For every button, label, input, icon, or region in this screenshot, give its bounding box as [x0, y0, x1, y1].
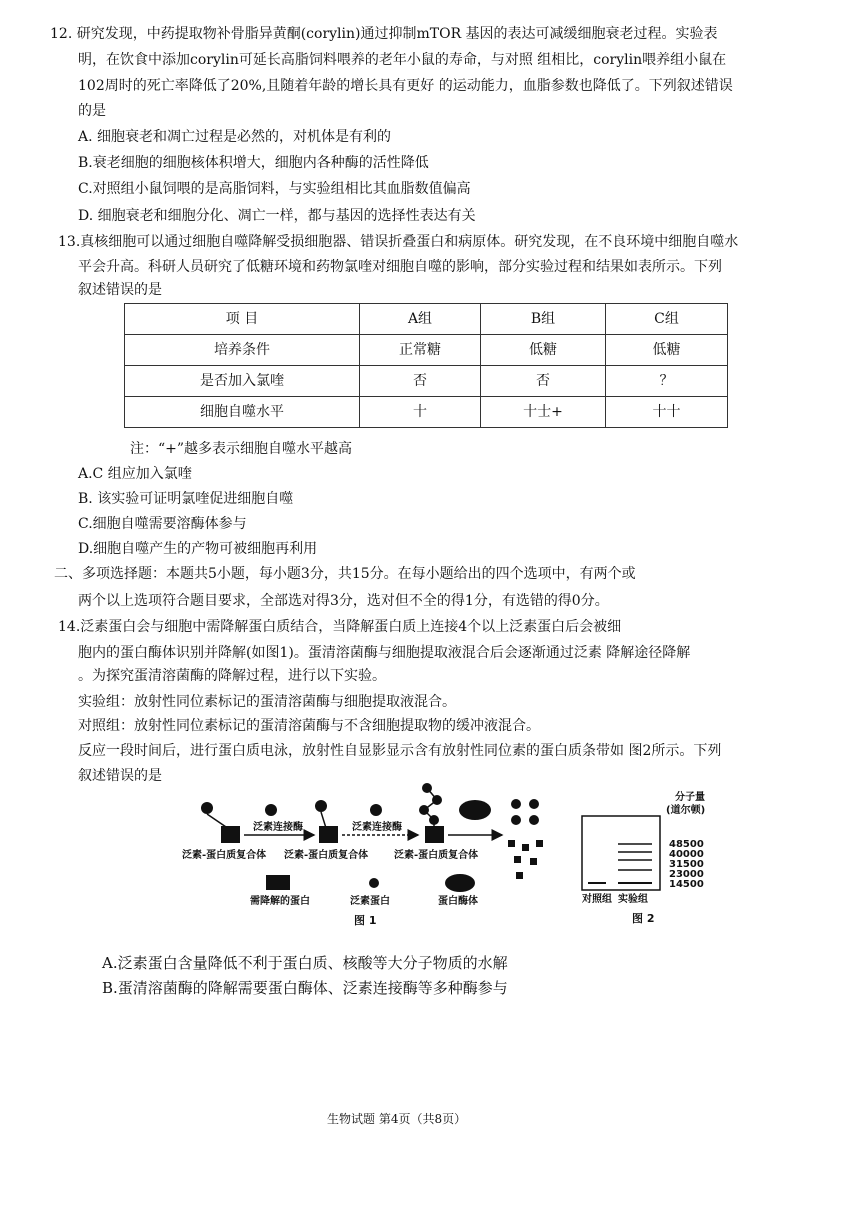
complex-label-2: 泛素-蛋白质复合体 — [284, 850, 369, 861]
q13-option-c: C.细胞自噬需要溶酶体参与 — [78, 516, 247, 532]
table-cell: 细胞自噬水平 — [125, 397, 360, 428]
ubiquitin-icon — [370, 804, 382, 816]
q12-stem-line-4: 的是 — [78, 103, 106, 119]
figure-2 — [581, 790, 705, 925]
figures-svg — [166, 776, 722, 932]
lane-label-control: 对照组 — [582, 894, 612, 905]
legend-ubiquitin-label: 泛素蛋白 — [350, 896, 390, 907]
peptide-fragment — [514, 856, 521, 863]
q13-stem-line-3: 叙述错误的是 — [78, 282, 162, 298]
legend-ubiquitin-icon — [369, 878, 379, 888]
proteasome-icon — [459, 800, 491, 820]
q12-option-c: C.对照组小鼠饲喂的是高脂饲料，与实验组相比其血脂数值偏高 — [78, 181, 471, 197]
ubiquitin-icon — [315, 800, 327, 812]
figure-1-caption: 图 1 — [354, 914, 377, 927]
table-cell: 十十 — [606, 397, 728, 428]
table-cell: 低糖 — [481, 335, 606, 366]
lane-label-experiment: 实验组 — [618, 894, 648, 905]
peptide-fragment — [530, 858, 537, 865]
q12-option-a: A. 细胞衰老和凋亡过程是必然的，对机体是有利的 — [78, 129, 392, 145]
peptide-fragment — [508, 840, 515, 847]
q14-control-group: 对照组：放射性同位素标记的蛋清溶菌酶与不含细胞提取物的缓冲液混合。 — [78, 718, 540, 734]
legend-proteasome-label: 蛋白酶体 — [438, 896, 478, 907]
figure-1 — [182, 783, 543, 927]
table-cell: A组 — [360, 304, 481, 335]
page-footer: 生物试题 第4页（共8页） — [327, 1112, 467, 1126]
legend-target-label: 需降解的蛋白 — [250, 896, 310, 907]
table-cell: 培养条件 — [125, 335, 360, 366]
q13-table-note: 注：“+”越多表示细胞自噬水平越高 — [130, 441, 353, 457]
mw-marker: 40000 — [669, 849, 704, 860]
figure-2-caption: 图 2 — [632, 912, 655, 925]
table-cell: 否 — [481, 366, 606, 397]
table-cell: 正常糖 — [360, 335, 481, 366]
peptide-fragment — [536, 840, 543, 847]
ubiquitin-icon — [529, 815, 539, 825]
q14-stem-line-1: 14.泛素蛋白会与细胞中需降解蛋白质结合，当降解蛋白质上连接4个以上泛素蛋白后会被细 — [58, 619, 622, 635]
target-protein-icon — [425, 826, 444, 843]
ubiquitin-icon — [511, 815, 521, 825]
section-2-heading: 二、多项选择题：本题共5小题，每小题3分，共15分。在每小题给出的四个选项中，有两个或 — [54, 566, 636, 582]
table-row — [125, 335, 728, 366]
experiment-table — [124, 303, 728, 428]
target-protein-icon — [319, 826, 338, 843]
q14-stem-line-7: 叙述错误的是 — [78, 768, 162, 784]
legend-proteasome-icon — [445, 874, 475, 892]
table-cell: C组 — [606, 304, 728, 335]
q13-stem-line-1: 13.真核细胞可以通过细胞自噬降解受损细胞器、错误折叠蛋白和病原体。研究发现，在不良环境中细胞自噬水 — [58, 234, 739, 250]
mw-unit: (道尔顿) — [666, 805, 706, 816]
mw-marker: 31500 — [669, 859, 704, 870]
table-row — [125, 366, 728, 397]
mw-marker: 14500 — [669, 879, 704, 890]
target-protein-icon — [221, 826, 240, 843]
ligase-label-1: 泛素连接酶 — [253, 822, 303, 833]
table-cell: 项 目 — [125, 304, 360, 335]
q12-stem-line-3: 102周时的死亡率降低了20%,且随着年龄的增长具有更好 的运动能力，血脂参数也降低了。下列叙述错误 — [78, 78, 733, 94]
ubiquitin-icon — [529, 799, 539, 809]
ubiquitin-icon — [201, 802, 213, 814]
table-cell: 否 — [360, 366, 481, 397]
q14-stem-line-3: 。为探究蛋清溶菌酶的降解过程，进行以下实验。 — [78, 668, 386, 684]
q13-option-d: D.细胞自噬产生的产物可被细胞再利用 — [78, 541, 318, 557]
q13-option-a: A.C 组应加入氯喹 — [78, 466, 192, 482]
table-row — [125, 304, 728, 335]
q12-stem-line-1: 12. 研究发现，中药提取物补骨脂异黄酮(corylin)通过抑制mTOR 基因的表达可减缓细胞衰老过程。实验表 — [50, 26, 718, 42]
gel-frame — [582, 816, 660, 890]
q14-stem-line-2: 胞内的蛋白酶体识别并降解(如图1)。蛋清溶菌酶与细胞提取液混合后会逐渐通过泛素 降解途径降解 — [78, 645, 691, 661]
section-2-instructions: 两个以上选项符合题目要求，全部选对得3分，选对但不全的得1分，有选错的得0分。 — [78, 593, 609, 609]
q13-option-b: B. 该实验可证明氯喹促进细胞自噬 — [78, 491, 294, 507]
ubiquitin-icon — [265, 804, 277, 816]
table-cell: 低糖 — [606, 335, 728, 366]
peptide-fragment — [522, 844, 529, 851]
q12-option-d: D. 细胞衰老和细胞分化、凋亡一样，都与基因的选择性表达有关 — [78, 208, 476, 224]
q14-experiment-group: 实验组：放射性同位素标记的蛋清溶菌酶与细胞提取液混合。 — [78, 694, 456, 710]
q12-option-b: B.衰老细胞的细胞核体积增大，细胞内各种酶的活性降低 — [78, 155, 429, 171]
mw-marker: 23000 — [669, 869, 704, 880]
q12-stem-line-2: 明，在饮食中添加corylin可延长高脂饲料喂养的老年小鼠的寿命，与对照 组相比，corylin喂养组小鼠在 — [78, 52, 727, 68]
q13-stem-line-2: 平会升高。科研人员研究了低糖环境和药物氯喹对细胞自噬的影响，部分实验过程和结果如表所示。下列 — [78, 259, 722, 275]
table-cell: B组 — [481, 304, 606, 335]
ligase-label-2: 泛素连接酶 — [352, 822, 402, 833]
legend-target-icon — [266, 875, 290, 890]
ubiquitin-icon — [511, 799, 521, 809]
mw-marker: 48500 — [669, 839, 704, 850]
q14-option-b: B.蛋清溶菌酶的降解需要蛋白酶体、泛素连接酶等多种酶参与 — [102, 979, 508, 997]
table-row — [125, 397, 728, 428]
q14-option-a: A.泛素蛋白含量降低不利于蛋白质、核酸等大分子物质的水解 — [102, 954, 508, 972]
complex-label-1: 泛素-蛋白质复合体 — [182, 850, 267, 861]
complex-label-3: 泛素-蛋白质复合体 — [394, 850, 479, 861]
mw-title: 分子量 — [675, 792, 705, 803]
peptide-fragment — [516, 872, 523, 879]
table-cell: ？ — [606, 366, 728, 397]
table-cell: 十 — [360, 397, 481, 428]
q14-stem-line-6: 反应一段时间后，进行蛋白质电泳，放射性自显影显示含有放射性同位素的蛋白质条带如 图2所示。下列 — [78, 743, 722, 759]
table-cell: 是否加入氯喹 — [125, 366, 360, 397]
q14-figures — [166, 776, 722, 932]
table-cell: 十士+ — [481, 397, 606, 428]
